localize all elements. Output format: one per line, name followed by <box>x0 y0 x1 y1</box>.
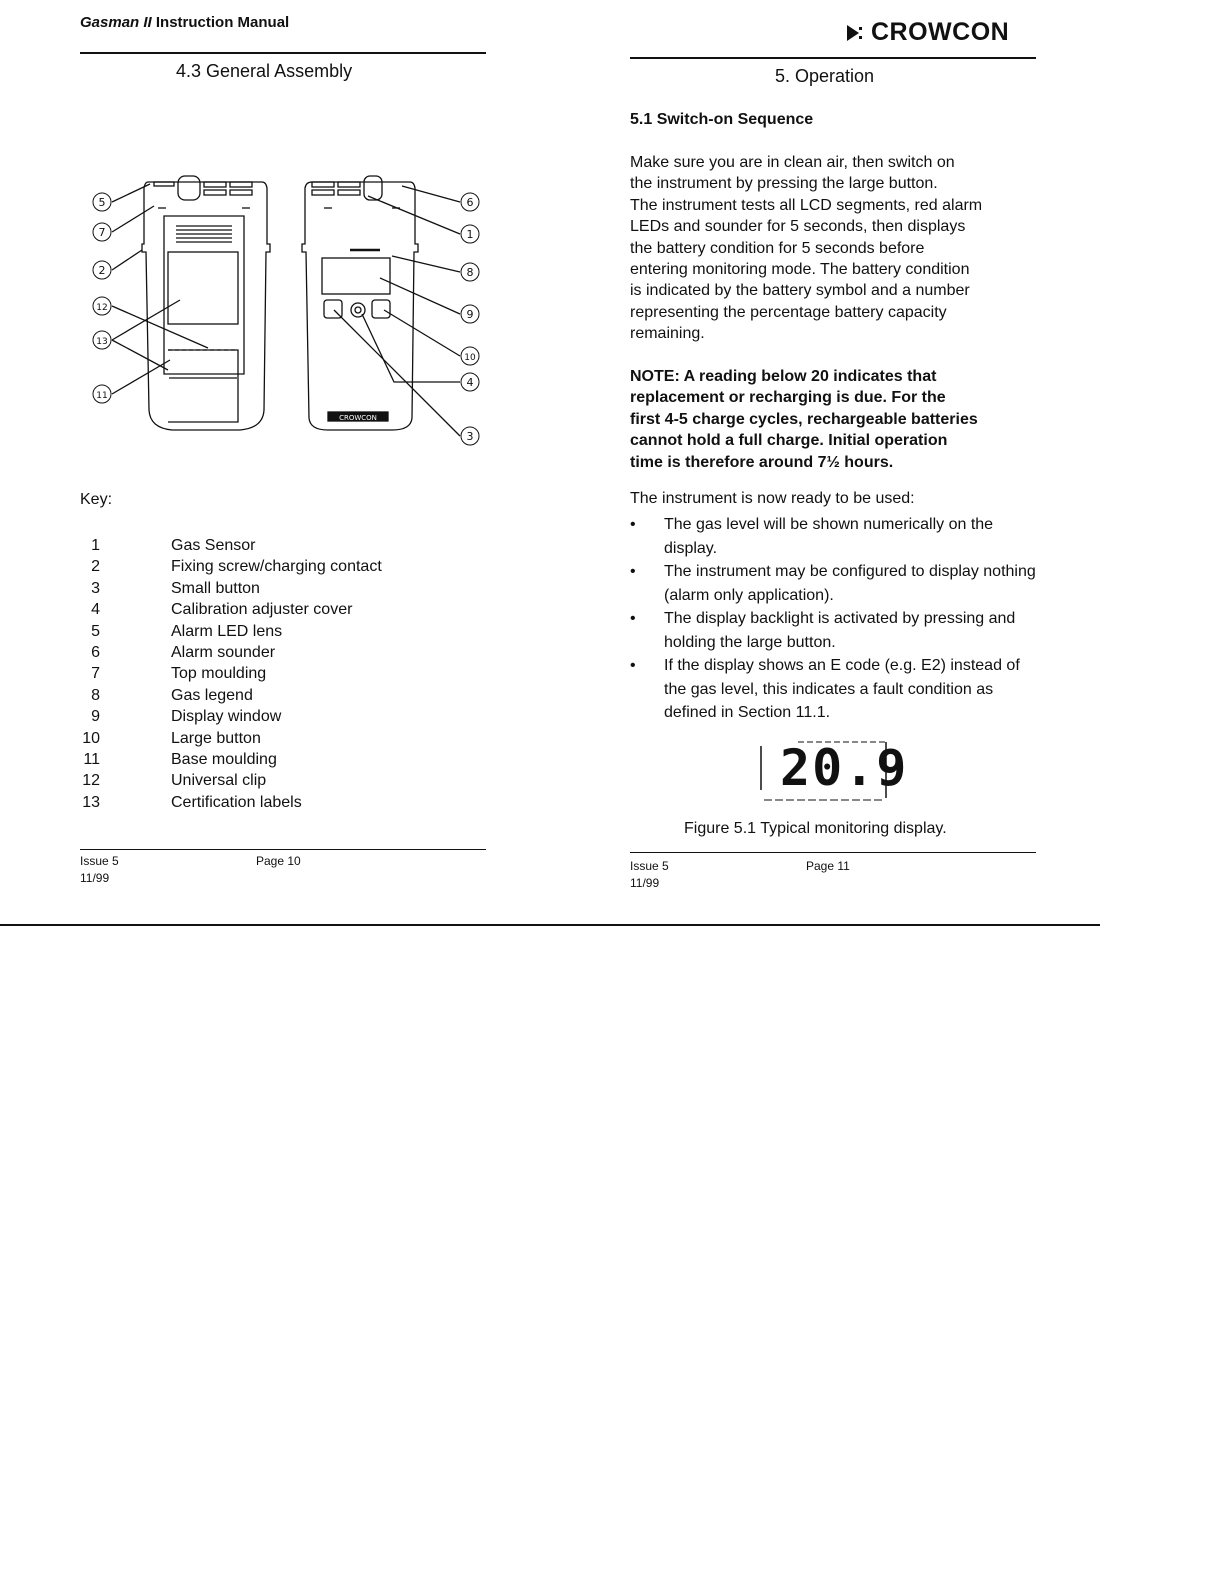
callout-4 <box>461 373 479 391</box>
right-footer-date-text: 11/99 <box>630 876 660 890</box>
bullet-item: • The gas level will be shown numerically on the display. <box>630 513 1040 560</box>
key-item-label: Universal clip <box>171 772 267 790</box>
page-bottom-rule <box>0 924 1100 926</box>
key-item <box>80 770 382 791</box>
paragraph-line: entering monitoring mode. The battery condition <box>630 261 970 279</box>
device-front-view <box>302 176 460 436</box>
right-footer-issue <box>630 858 669 892</box>
key-item <box>80 621 382 642</box>
left-header-rule <box>80 52 486 54</box>
key-item-number: 7 <box>91 665 100 683</box>
key-item <box>80 642 382 663</box>
paragraph-line: Make sure you are in clean air, then switch on <box>630 154 955 171</box>
callout-3 <box>461 427 479 445</box>
key-title: Key: <box>80 491 113 508</box>
svg-text:6: 6 <box>466 196 474 209</box>
note-line: time is therefore around 7½ hours. <box>630 453 894 471</box>
key-item-label: Fixing screw/charging contact <box>171 558 382 576</box>
usage-bullets <box>630 513 1040 725</box>
right-header-rule <box>630 57 1036 59</box>
key-item-label: Gas Sensor <box>171 537 256 554</box>
paragraph-line: LEDs and sounder for 5 seconds, then displays <box>630 218 966 236</box>
manual-title-italic: Gasman II <box>80 14 152 31</box>
manual-title-rest: Instruction Manual <box>151 14 290 31</box>
svg-text:4: 4 <box>466 376 474 389</box>
paragraph-line: the instrument by pressing the large button. <box>630 175 938 193</box>
callout-10 <box>461 347 479 365</box>
callout-13 <box>93 331 111 349</box>
key-list <box>80 535 382 813</box>
figure-caption: Figure 5.1 Typical monitoring display. <box>684 820 947 837</box>
key-item-label: Display window <box>171 708 282 726</box>
key-item-label: Base moulding <box>171 750 277 768</box>
right-footer-page: Page 11 <box>806 859 850 873</box>
svg-text:8: 8 <box>466 266 474 279</box>
switch-on-paragraph <box>630 152 1050 345</box>
key-item-label: Gas legend <box>171 686 253 704</box>
device-label: CROWCON <box>339 414 377 422</box>
callout-7 <box>93 223 111 241</box>
key-item-label: Certification labels <box>171 793 302 811</box>
svg-text:9: 9 <box>466 308 474 321</box>
callout-2 <box>93 261 111 279</box>
key-item <box>80 728 382 749</box>
svg-text:3: 3 <box>466 430 474 443</box>
crowcon-logo-icon <box>845 23 867 43</box>
left-section-title: 4.3 General Assembly <box>176 61 353 81</box>
callout-5 <box>93 193 111 211</box>
key-item <box>80 749 382 770</box>
key-item <box>80 706 382 727</box>
key-item-number: 11 <box>83 750 100 768</box>
left-footer-rule <box>80 849 486 850</box>
key-item-label: Alarm LED lens <box>171 622 283 640</box>
key-item <box>80 535 382 556</box>
brand-name: CROWCON <box>871 18 1010 46</box>
manual-title <box>80 14 289 31</box>
svg-text:12: 12 <box>96 303 108 313</box>
crowcon-logo <box>845 18 1009 47</box>
left-footer-issue <box>80 853 119 887</box>
bullet-item: • If the display shows an E code (e.g. E2) instead of the gas level, this indicates a fault condition as defined in Section 11.1. <box>630 654 1040 725</box>
key-item <box>80 685 382 706</box>
key-item-number: 2 <box>91 558 100 576</box>
key-item <box>80 556 382 577</box>
left-footer-issue-text: Issue 5 <box>80 854 119 868</box>
svg-text:1: 1 <box>466 228 474 241</box>
key-item-label: Large button <box>171 729 261 747</box>
paragraph-line: representing the percentage battery capacity <box>630 303 947 321</box>
key-item-label: Alarm sounder <box>171 643 276 661</box>
svg-text:2: 2 <box>98 264 106 277</box>
key-item-label: Top moulding <box>171 665 267 683</box>
lcd-reading: 20.9 <box>780 739 909 797</box>
key-item <box>80 663 382 684</box>
callout-12 <box>93 297 111 315</box>
note-block <box>630 366 1050 473</box>
paragraph-line: the battery condition for 5 seconds before <box>630 239 925 257</box>
paragraph-line: The instrument tests all LCD segments, red alarm <box>630 196 983 214</box>
key-item-label: Calibration adjuster cover <box>171 601 353 619</box>
key-item <box>80 599 382 620</box>
subsection-title: 5.1 Switch-on Sequence <box>630 111 814 128</box>
key-item <box>80 792 382 813</box>
note-line: NOTE: A reading below 20 indicates that <box>630 368 937 385</box>
key-item-number: 5 <box>91 622 100 640</box>
bullet-item: • The display backlight is activated by pressing and holding the large button. <box>630 607 1040 654</box>
svg-text:11: 11 <box>96 391 108 401</box>
callout-9 <box>461 305 479 323</box>
key-item-label: Small button <box>171 579 260 597</box>
key-item <box>80 578 382 599</box>
lcd-display-figure <box>758 739 909 802</box>
callout-11 <box>93 385 111 403</box>
paragraph-line: is indicated by the battery symbol and a number <box>630 282 970 300</box>
note-line: first 4-5 charge cycles, rechargeable batteries <box>630 410 978 428</box>
right-footer-rule <box>630 852 1036 853</box>
note-line: cannot hold a full charge. Initial operation <box>630 432 948 450</box>
key-item-number: 12 <box>82 772 100 790</box>
general-assembly-diagram <box>80 160 490 460</box>
note-line: replacement or recharging is due. For the <box>630 389 946 407</box>
svg-text:13: 13 <box>96 337 108 347</box>
key-item-number: 13 <box>82 793 100 811</box>
callout-8 <box>461 263 479 281</box>
ready-text: The instrument is now ready to be used: <box>630 490 915 507</box>
key-item-number: 8 <box>91 686 100 704</box>
key-item-number: 1 <box>91 537 100 554</box>
svg-text:5: 5 <box>98 196 106 209</box>
key-item-number: 9 <box>91 708 100 726</box>
key-item-number: 6 <box>91 643 100 661</box>
right-footer-issue-text: Issue 5 <box>630 859 669 873</box>
callout-1 <box>461 225 479 243</box>
paragraph-line: remaining. <box>630 325 705 343</box>
device-back-view <box>112 176 270 430</box>
svg-text:7: 7 <box>98 226 106 239</box>
left-footer-page: Page 10 <box>256 854 301 868</box>
key-item-number: 3 <box>91 579 100 597</box>
svg-text:10: 10 <box>464 353 476 363</box>
callout-6 <box>461 193 479 211</box>
key-item-number: 4 <box>91 601 100 619</box>
right-section-title: 5. Operation <box>775 66 875 86</box>
bullet-item: • The instrument may be configured to display nothing (alarm only application). <box>630 560 1040 607</box>
key-item-number: 10 <box>82 729 100 747</box>
left-footer-date-text: 11/99 <box>80 871 110 885</box>
